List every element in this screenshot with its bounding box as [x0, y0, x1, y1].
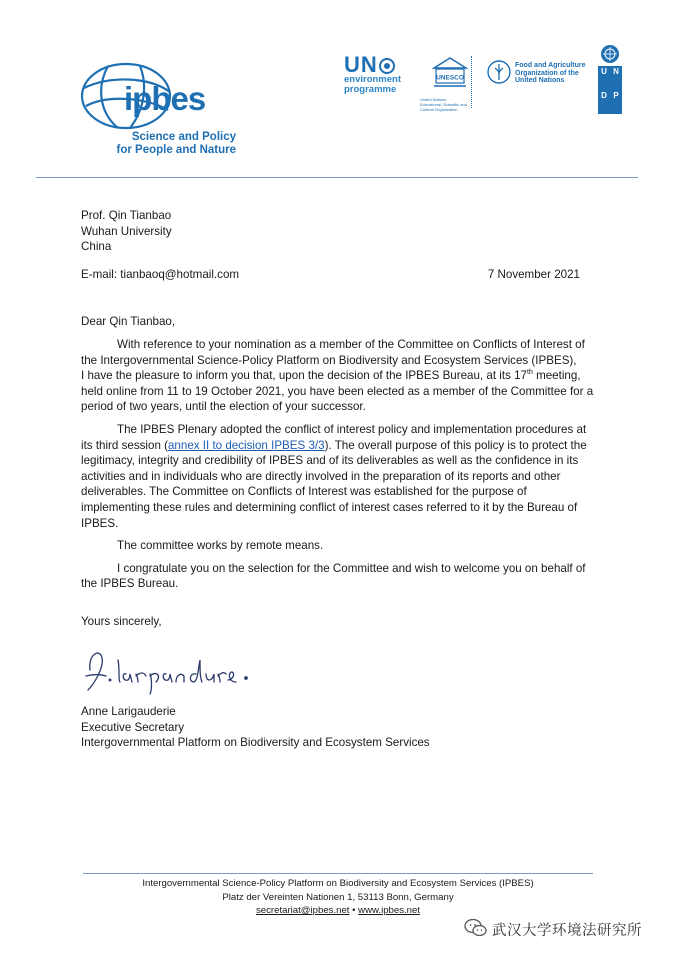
recipient-country: China [81, 240, 112, 254]
letter-body [81, 337, 597, 599]
undp-letter: P [613, 91, 619, 100]
unesco-temple-icon [432, 56, 468, 90]
footer-bullet: • [349, 905, 359, 916]
fao-caption: Food and Agriculture Organization of the United Nations [515, 62, 586, 84]
footer-divider [83, 873, 593, 874]
unesco-caption: United Nations Educational, Scientific and Cultural Organization [420, 97, 467, 112]
letter-date: 7 November 2021 [487, 268, 580, 281]
tagline-line1: Science and Policy [131, 131, 236, 143]
decision-link[interactable]: annex II to decision IPBES 3/3 [167, 438, 325, 452]
unesco-logo [420, 56, 476, 112]
paragraph-nomination: With reference to your nomination as a member of the Committee on Conflicts of Interest of the Intergovernmental Science-Policy Platform on Biodiversity and Ecosystem Services (IPBES), [81, 338, 585, 367]
unep-line2: environment [344, 74, 402, 85]
paragraph-policy: The IPBES Plenary adopted the conflict of interest policy and implementation procedures at its third session (annex II to decision IPBES 3/3). The overall purpose of this policy is to protect the legitimacy, integrity and credibility of IPBES and of its deliverables as well as the confidence in its activities and in individuals who are directly involved in the preparation of its reports and other deliverables. The Committee on Conflicts of Interest was established for the purpose of implementing these rules and determining conflict of interest cases referred to it by the Bureau of IPBES. [81, 422, 587, 530]
recipient-org: Wuhan University [81, 224, 172, 238]
ordinal-suffix: th [527, 369, 533, 377]
salutation: Dear Qin Tianbao, [81, 315, 176, 328]
undp-letter: U [601, 67, 607, 76]
closing: Yours sincerely, [81, 615, 162, 628]
header-divider [36, 177, 638, 178]
footer-org: Intergovernmental Science-Policy Platform on Biodiversity and Ecosystem Services (IPBES) [142, 878, 534, 889]
recipient-name: Prof. Qin Tianbao [81, 209, 172, 222]
unep-un: UN [344, 55, 419, 75]
tagline-line2: for People and Nature [116, 144, 236, 156]
unep-emblem-icon [379, 58, 395, 74]
logo-divider [471, 56, 472, 108]
signatory-title: Executive Secretary [81, 720, 185, 734]
footer [83, 877, 593, 918]
unep-logo [344, 52, 419, 95]
footer-contacts [83, 904, 593, 918]
un-emblem-icon [600, 44, 620, 64]
fao-logo [487, 60, 587, 89]
watermark-text: 武汉大学环境法研究所 [492, 923, 642, 939]
ipbes-wordmark: ipbes [124, 80, 206, 117]
undp-logo [598, 66, 622, 114]
paragraph-election: I have the pleasure to inform you that, upon the decision of the IPBES Bureau, at its 17th meeting, held online from 11 to 19 October 2021, you have been elected as a member of the Committee for a period of two years, until the election of your successor. [81, 369, 594, 414]
undp-letter: D [601, 91, 607, 100]
paragraph-remote: The committee works by remote means. [117, 539, 324, 553]
signatory-org: Intergovernmental Platform on Biodiversity and Ecosystem Services [81, 736, 430, 750]
ipbes-tagline [106, 131, 236, 157]
signatory-name: Anne Larigauderie [81, 705, 176, 718]
recipient-address [81, 208, 381, 255]
footer-email-link[interactable]: secretariat@ipbes.net [255, 905, 350, 916]
unep-line3: programme [344, 84, 397, 95]
footer-website-link[interactable]: www.ipbes.net [358, 905, 421, 916]
unesco-emblem-text: UNESCO [436, 74, 464, 82]
footer-address: Platz der Vereinten Nationen 1, 53113 Bonn, Germany [222, 891, 454, 903]
wechat-icon [464, 918, 488, 938]
signatory-block [81, 704, 581, 751]
signature-image [80, 640, 255, 696]
watermark [462, 917, 667, 939]
paragraph-congratulations: I congratulate you on the selection for the Committee and wish to welcome you on behalf of the IPBES Bureau. [81, 561, 586, 591]
undp-letter: N [613, 67, 619, 76]
fao-wheat-emblem-icon [487, 60, 511, 84]
recipient-email: E-mail: tianbaoq@hotmail.com [81, 268, 240, 281]
